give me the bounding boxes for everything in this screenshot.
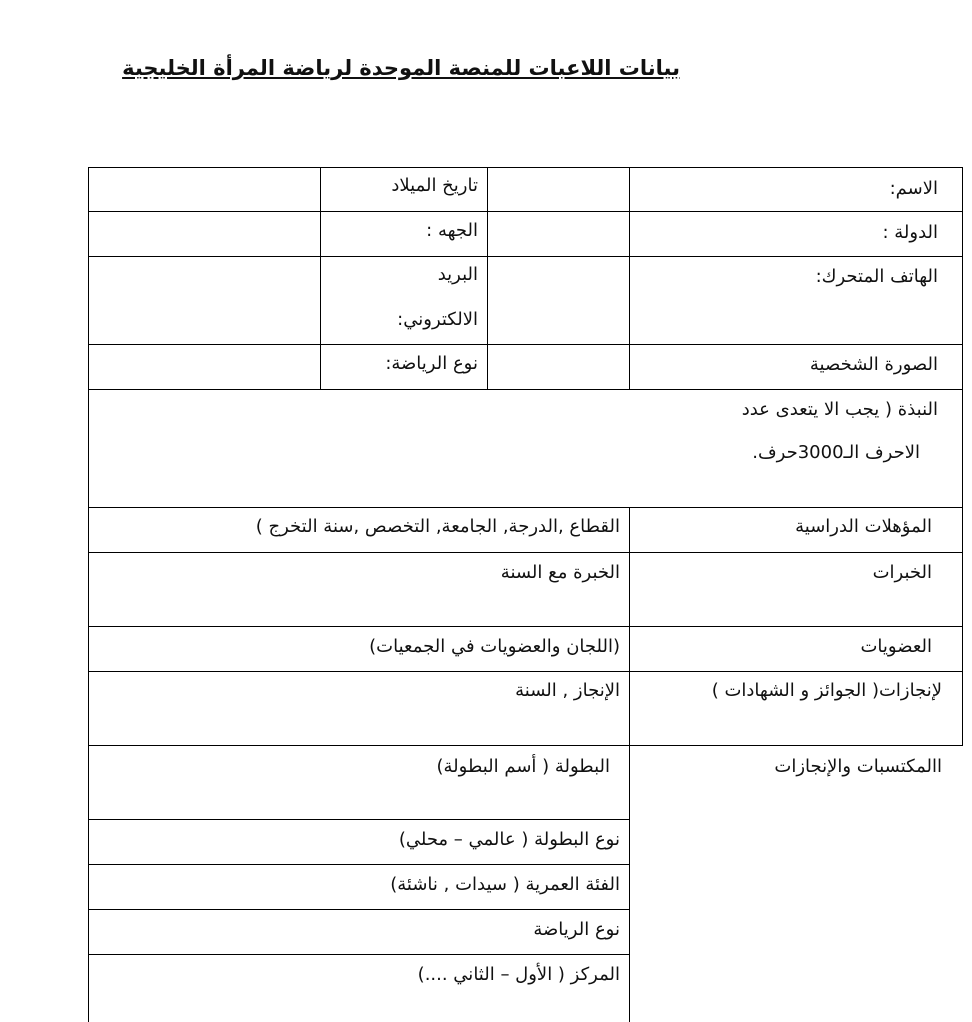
acquisitions-label: االمكتسبات والإنجازات: [774, 756, 942, 777]
name-label: الاسم:: [889, 178, 938, 199]
table-rule: [487, 167, 488, 389]
table-rule: [88, 167, 963, 168]
sport-type-label: نوع الرياضة:: [385, 353, 478, 374]
bio-label-line1: النبذة ( يجب الا يتعدى عدد: [741, 399, 938, 420]
table-rule: [962, 167, 963, 745]
championship-type-label: نوع البطولة ( عالمي – محلي): [398, 829, 620, 850]
page-title: بيانات اللاعبات للمنصة الموحدة لرياضة المرأة الخليجية: [122, 56, 680, 80]
table-rule: [88, 211, 963, 212]
photo-label: الصورة الشخصية: [809, 354, 938, 375]
achievements-hint: الإنجاز , السنة: [515, 680, 620, 701]
table-rule: [629, 507, 630, 1022]
experience-hint: الخبرة مع السنة: [500, 562, 620, 583]
memberships-hint: (اللجان والعضويات في الجمعيات): [369, 636, 620, 657]
championship-label: البطولة ( أسم البطولة): [436, 756, 610, 777]
table-rule: [88, 167, 89, 1022]
memberships-label: العضويات: [860, 636, 932, 657]
experience-label: الخبرات: [872, 562, 932, 583]
email-label-line2: الالكتروني:: [397, 309, 478, 330]
bio-label-line2: الاحرف الـ3000حرف.: [752, 442, 920, 463]
email-label-line1: البريد: [437, 264, 478, 285]
table-rule: [320, 167, 321, 389]
achievements-label: لإنجازات( الجوائز و الشهادات ): [711, 680, 942, 701]
qualifications-label: المؤهلات الدراسية: [795, 516, 932, 537]
age-category-label: الفئة العمرية ( سيدات , ناشئة): [390, 874, 620, 895]
qualifications-hint: القطاع ,الدرجة, الجامعة, التخصص ,سنة التخرج ): [255, 516, 620, 537]
entity-label: الجهه :: [426, 220, 478, 241]
mobile-label: الهاتف المتحرك:: [815, 266, 938, 287]
birthdate-label: تاريخ الميلاد: [391, 175, 478, 196]
country-label: الدولة :: [882, 222, 938, 243]
table-rule: [629, 167, 630, 389]
acq-sport-type-label: نوع الرياضة: [533, 919, 620, 940]
rank-label: المركز ( الأول – الثاني ....): [417, 964, 620, 985]
